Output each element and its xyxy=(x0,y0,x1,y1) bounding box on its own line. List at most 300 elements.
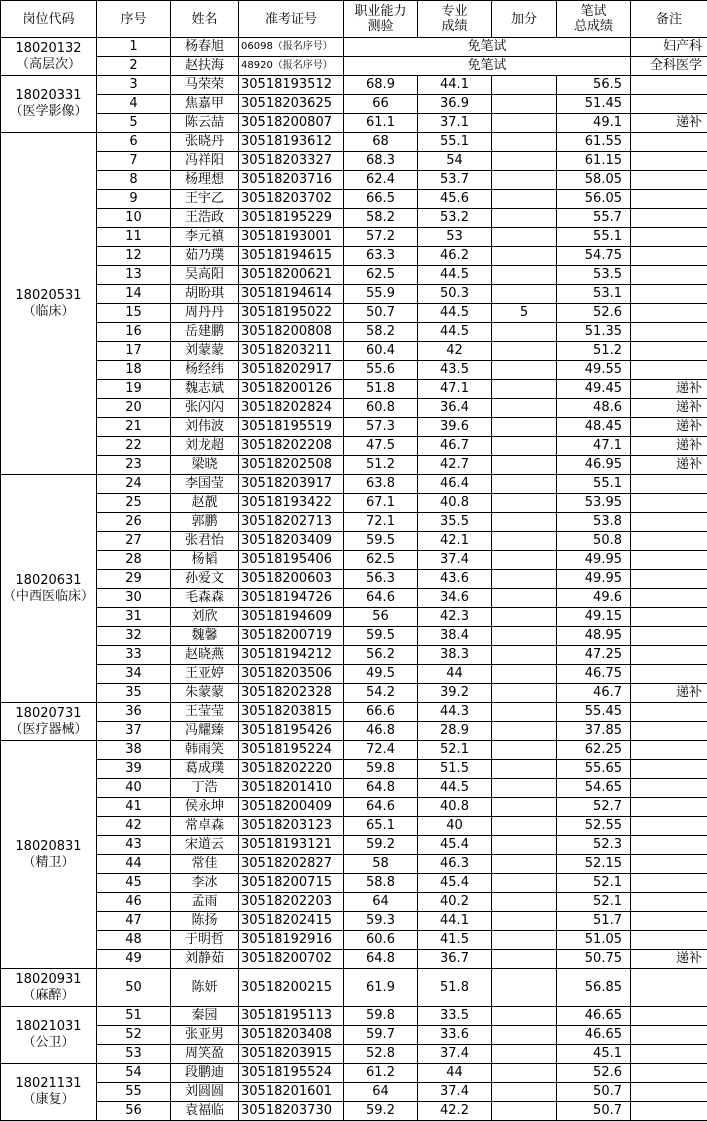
major-cell: 37.1 xyxy=(418,114,492,133)
ability-cell: 55.9 xyxy=(344,285,418,304)
exam-id-cell: 30518203716 xyxy=(239,171,344,190)
post-code: 18020931 xyxy=(15,972,81,987)
post-dept: （高层次） xyxy=(16,57,81,72)
table-row xyxy=(1,627,707,646)
ability-cell: 57.2 xyxy=(344,228,418,247)
exam-id-cell: 30518194212 xyxy=(239,646,344,665)
name-cell: 段鹏迪 xyxy=(171,1064,239,1083)
bonus-cell xyxy=(492,532,557,551)
bonus-cell xyxy=(492,133,557,152)
major-cell: 46.4 xyxy=(418,475,492,494)
written-total-cell: 61.55 xyxy=(557,133,631,152)
exempt-cell: 免笔试 xyxy=(344,38,631,57)
major-cell: 45.4 xyxy=(418,836,492,855)
bonus-cell xyxy=(492,722,557,741)
exam-id-cell: 30518202328 xyxy=(239,684,344,703)
written-total-cell: 51.7 xyxy=(557,912,631,931)
seq-cell: 42 xyxy=(97,817,171,836)
note-cell xyxy=(631,608,707,627)
note-cell xyxy=(631,95,707,114)
ability-cell: 64 xyxy=(344,1083,418,1102)
seq-cell: 28 xyxy=(97,551,171,570)
ability-cell: 54.2 xyxy=(344,684,418,703)
exam-id-cell: 30518200409 xyxy=(239,798,344,817)
table-row xyxy=(1,817,707,836)
name-cell: 马荣荣 xyxy=(171,76,239,95)
major-cell: 37.4 xyxy=(418,1045,492,1064)
post-code: 18020531 xyxy=(15,288,81,303)
name-cell: 魏志斌 xyxy=(171,380,239,399)
note-cell xyxy=(631,703,707,722)
major-cell: 38.4 xyxy=(418,627,492,646)
written-total-cell: 49.95 xyxy=(557,570,631,589)
written-total-cell: 52.7 xyxy=(557,798,631,817)
post-dept: （麻醉） xyxy=(22,988,74,1003)
name-cell: 郭鹏 xyxy=(171,513,239,532)
ability-cell: 51.8 xyxy=(344,380,418,399)
exam-id-cell: 30518203123 xyxy=(239,817,344,836)
major-cell: 42 xyxy=(418,342,492,361)
ability-cell: 49.5 xyxy=(344,665,418,684)
exam-id-cell: 30518200603 xyxy=(239,570,344,589)
bonus-cell xyxy=(492,475,557,494)
major-cell: 44.5 xyxy=(418,323,492,342)
seq-cell: 37 xyxy=(97,722,171,741)
note-cell xyxy=(631,1026,707,1045)
major-cell: 44.1 xyxy=(418,76,492,95)
note-cell: 递补 xyxy=(631,114,707,133)
exam-id-cell: 30518195519 xyxy=(239,418,344,437)
table-row xyxy=(1,247,707,266)
table-row xyxy=(1,950,707,969)
major-cell: 39.2 xyxy=(418,684,492,703)
table-row xyxy=(1,266,707,285)
note-cell xyxy=(631,1102,707,1121)
table-row xyxy=(1,722,707,741)
major-cell: 47.1 xyxy=(418,380,492,399)
post-code: 18020331 xyxy=(15,88,81,103)
ability-cell: 68 xyxy=(344,133,418,152)
bonus-cell xyxy=(492,551,557,570)
bonus-cell xyxy=(492,665,557,684)
note-cell xyxy=(631,228,707,247)
table-row xyxy=(1,1083,707,1102)
written-total-cell: 54.65 xyxy=(557,779,631,798)
note-cell xyxy=(631,1083,707,1102)
table-row xyxy=(1,456,707,475)
exam-id-cell: 30518203730 xyxy=(239,1102,344,1121)
major-cell: 42.7 xyxy=(418,456,492,475)
name-cell: 赵扶海 xyxy=(171,57,239,76)
ability-cell: 56.3 xyxy=(344,570,418,589)
note-cell xyxy=(631,171,707,190)
ability-cell: 60.6 xyxy=(344,931,418,950)
major-cell: 53.7 xyxy=(418,171,492,190)
note-cell xyxy=(631,760,707,779)
name-cell: 周笑盈 xyxy=(171,1045,239,1064)
ability-cell: 46.8 xyxy=(344,722,418,741)
note-cell: 妇产科 xyxy=(631,38,707,57)
exam-id-cell: 30518202203 xyxy=(239,893,344,912)
ability-cell: 59.5 xyxy=(344,532,418,551)
major-cell: 44.5 xyxy=(418,304,492,323)
written-total-cell: 56.85 xyxy=(557,969,631,1007)
name-cell: 杨经纬 xyxy=(171,361,239,380)
note-cell xyxy=(631,285,707,304)
ability-cell: 64 xyxy=(344,893,418,912)
major-cell: 44.5 xyxy=(418,779,492,798)
bonus-cell xyxy=(492,1007,557,1026)
name-cell: 王莹莹 xyxy=(171,703,239,722)
bonus-cell: 5 xyxy=(492,304,557,323)
ability-cell: 63.3 xyxy=(344,247,418,266)
exam-id-cell: 30518195022 xyxy=(239,304,344,323)
table-row xyxy=(1,494,707,513)
seq-cell: 35 xyxy=(97,684,171,703)
table-row xyxy=(1,646,707,665)
bonus-cell xyxy=(492,874,557,893)
exam-id-cell: 30518194609 xyxy=(239,608,344,627)
note-cell xyxy=(631,247,707,266)
exam-id-cell: 30518202713 xyxy=(239,513,344,532)
exam-id-cell: 30518202824 xyxy=(239,399,344,418)
seq-cell: 19 xyxy=(97,380,171,399)
table-row xyxy=(1,931,707,950)
header-total-score: 笔试 总成绩 xyxy=(557,1,631,38)
table-row xyxy=(1,1007,707,1026)
exam-id-cell: 30518200215 xyxy=(239,969,344,1007)
ability-cell: 66.6 xyxy=(344,703,418,722)
name-cell: 吴高阳 xyxy=(171,266,239,285)
major-cell: 40 xyxy=(418,817,492,836)
ability-cell: 63.8 xyxy=(344,475,418,494)
major-cell: 34.6 xyxy=(418,589,492,608)
written-total-cell: 47.25 xyxy=(557,646,631,665)
ability-cell: 64.6 xyxy=(344,798,418,817)
table-row xyxy=(1,171,707,190)
exam-id-cell: 30518200702 xyxy=(239,950,344,969)
seq-cell: 30 xyxy=(97,589,171,608)
name-cell: 杨韬 xyxy=(171,551,239,570)
bonus-cell xyxy=(492,228,557,247)
major-cell: 38.3 xyxy=(418,646,492,665)
ability-cell: 59.8 xyxy=(344,760,418,779)
post-code: 18021131 xyxy=(15,1076,81,1091)
major-cell: 52.1 xyxy=(418,741,492,760)
note-cell: 递补 xyxy=(631,456,707,475)
table-row xyxy=(1,228,707,247)
name-cell: 葛成璞 xyxy=(171,760,239,779)
seq-cell: 9 xyxy=(97,190,171,209)
name-cell: 刘伟波 xyxy=(171,418,239,437)
ability-cell: 61.2 xyxy=(344,1064,418,1083)
seq-cell: 36 xyxy=(97,703,171,722)
note-cell xyxy=(631,1007,707,1026)
seq-cell: 17 xyxy=(97,342,171,361)
table-row xyxy=(1,418,707,437)
note-cell: 递补 xyxy=(631,380,707,399)
exam-id-cell: 30518194726 xyxy=(239,589,344,608)
note-cell xyxy=(631,874,707,893)
seq-cell: 5 xyxy=(97,114,171,133)
major-cell: 37.4 xyxy=(418,551,492,570)
note-cell xyxy=(631,798,707,817)
note-cell xyxy=(631,551,707,570)
note-cell xyxy=(631,817,707,836)
bonus-cell xyxy=(492,494,557,513)
seq-cell: 51 xyxy=(97,1007,171,1026)
bonus-cell xyxy=(492,836,557,855)
name-cell: 张晓丹 xyxy=(171,133,239,152)
major-cell: 51.8 xyxy=(418,969,492,1007)
post-code-cell xyxy=(1,1007,97,1064)
table-row xyxy=(1,475,707,494)
written-total-cell: 47.1 xyxy=(557,437,631,456)
bonus-cell xyxy=(492,855,557,874)
table-row xyxy=(1,114,707,133)
ability-cell: 65.1 xyxy=(344,817,418,836)
written-total-cell: 53.95 xyxy=(557,494,631,513)
written-total-cell: 54.75 xyxy=(557,247,631,266)
header-exam-id: 准考证号 xyxy=(239,1,344,38)
name-cell: 袁福临 xyxy=(171,1102,239,1121)
major-cell: 53.2 xyxy=(418,209,492,228)
note-cell xyxy=(631,969,707,1007)
written-total-cell: 55.7 xyxy=(557,209,631,228)
bonus-cell xyxy=(492,931,557,950)
written-total-cell: 49.1 xyxy=(557,114,631,133)
major-cell: 44.5 xyxy=(418,266,492,285)
note-cell xyxy=(631,836,707,855)
exam-id-cell: 30518203409 xyxy=(239,532,344,551)
seq-cell: 40 xyxy=(97,779,171,798)
note-cell: 递补 xyxy=(631,684,707,703)
post-code: 18020831 xyxy=(15,839,81,854)
note-cell xyxy=(631,665,707,684)
name-cell: 侯永坤 xyxy=(171,798,239,817)
seq-cell: 21 xyxy=(97,418,171,437)
seq-cell: 50 xyxy=(97,969,171,1007)
exam-id-cell: 30518194615 xyxy=(239,247,344,266)
name-cell: 刘静茹 xyxy=(171,950,239,969)
header-post-code: 岗位代码 xyxy=(1,1,97,38)
name-cell: 岳建鹏 xyxy=(171,323,239,342)
name-cell: 茹乃璞 xyxy=(171,247,239,266)
ability-cell: 58 xyxy=(344,855,418,874)
written-total-cell: 56.05 xyxy=(557,190,631,209)
ability-cell: 68.9 xyxy=(344,76,418,95)
ability-cell: 55.6 xyxy=(344,361,418,380)
bonus-cell xyxy=(492,684,557,703)
written-total-cell: 46.65 xyxy=(557,1026,631,1045)
post-code-cell xyxy=(1,741,97,969)
written-total-cell: 52.1 xyxy=(557,893,631,912)
ability-cell: 59.8 xyxy=(344,1007,418,1026)
seq-cell: 56 xyxy=(97,1102,171,1121)
written-total-cell: 49.6 xyxy=(557,589,631,608)
note-cell xyxy=(631,589,707,608)
seq-cell: 38 xyxy=(97,741,171,760)
exam-id-cell: 30518200719 xyxy=(239,627,344,646)
table-row xyxy=(1,380,707,399)
written-total-cell: 49.15 xyxy=(557,608,631,627)
name-cell: 李冰 xyxy=(171,874,239,893)
exam-id-cell: 30518195524 xyxy=(239,1064,344,1083)
note-cell: 递补 xyxy=(631,437,707,456)
bonus-cell xyxy=(492,437,557,456)
written-total-cell: 56.5 xyxy=(557,76,631,95)
name-cell: 宋道云 xyxy=(171,836,239,855)
bonus-cell xyxy=(492,893,557,912)
table-row xyxy=(1,76,707,95)
table-row xyxy=(1,570,707,589)
seq-cell: 24 xyxy=(97,475,171,494)
bonus-cell xyxy=(492,95,557,114)
name-cell: 常卓森 xyxy=(171,817,239,836)
major-cell: 39.6 xyxy=(418,418,492,437)
written-total-cell: 52.6 xyxy=(557,304,631,323)
seq-cell: 7 xyxy=(97,152,171,171)
major-cell: 44 xyxy=(418,665,492,684)
bonus-cell xyxy=(492,570,557,589)
table-row xyxy=(1,190,707,209)
major-cell: 33.6 xyxy=(418,1026,492,1045)
written-total-cell: 52.3 xyxy=(557,836,631,855)
table-row xyxy=(1,741,707,760)
major-cell: 42.1 xyxy=(418,532,492,551)
table-row xyxy=(1,703,707,722)
seq-cell: 46 xyxy=(97,893,171,912)
bonus-cell xyxy=(492,380,557,399)
exam-id-cell: 30518200808 xyxy=(239,323,344,342)
written-total-cell: 46.65 xyxy=(557,1007,631,1026)
major-cell: 46.7 xyxy=(418,437,492,456)
exam-id-cell: 30518194614 xyxy=(239,285,344,304)
table-row xyxy=(1,798,707,817)
exam-id-cell: 06098（报名序号） xyxy=(239,38,344,57)
bonus-cell xyxy=(492,342,557,361)
ability-cell: 61.1 xyxy=(344,114,418,133)
exam-id-cell: 30518195224 xyxy=(239,741,344,760)
seq-cell: 27 xyxy=(97,532,171,551)
ability-cell: 64.8 xyxy=(344,950,418,969)
seq-cell: 25 xyxy=(97,494,171,513)
exam-id-cell: 30518193422 xyxy=(239,494,344,513)
ability-cell: 56.2 xyxy=(344,646,418,665)
name-cell: 李元禛 xyxy=(171,228,239,247)
exam-id-cell: 30518193001 xyxy=(239,228,344,247)
seq-cell: 22 xyxy=(97,437,171,456)
note-cell xyxy=(631,570,707,589)
note-cell xyxy=(631,855,707,874)
written-total-cell: 52.55 xyxy=(557,817,631,836)
ability-cell: 60.8 xyxy=(344,399,418,418)
note-cell xyxy=(631,152,707,171)
bonus-cell xyxy=(492,152,557,171)
seq-cell: 18 xyxy=(97,361,171,380)
table-row xyxy=(1,209,707,228)
note-cell xyxy=(631,722,707,741)
exam-id-cell: 30518203815 xyxy=(239,703,344,722)
exam-id-cell: 30518200715 xyxy=(239,874,344,893)
bonus-cell xyxy=(492,418,557,437)
name-cell: 陈妍 xyxy=(171,969,239,1007)
note-cell xyxy=(631,342,707,361)
post-code-cell xyxy=(1,703,97,741)
major-cell: 40.2 xyxy=(418,893,492,912)
exam-id-cell: 30518195406 xyxy=(239,551,344,570)
seq-cell: 54 xyxy=(97,1064,171,1083)
written-total-cell: 53.1 xyxy=(557,285,631,304)
table-row xyxy=(1,912,707,931)
major-cell: 33.5 xyxy=(418,1007,492,1026)
bonus-cell xyxy=(492,608,557,627)
exam-id-cell: 48920（报名序号） xyxy=(239,57,344,76)
bonus-cell xyxy=(492,399,557,418)
exam-id-cell: 30518201410 xyxy=(239,779,344,798)
table-row xyxy=(1,665,707,684)
table-row xyxy=(1,855,707,874)
name-cell: 陈扬 xyxy=(171,912,239,931)
major-cell: 42.3 xyxy=(418,608,492,627)
name-cell: 陈云喆 xyxy=(171,114,239,133)
name-cell: 韩雨笑 xyxy=(171,741,239,760)
note-cell xyxy=(631,513,707,532)
major-cell: 36.7 xyxy=(418,950,492,969)
table-row xyxy=(1,513,707,532)
name-cell: 杨理想 xyxy=(171,171,239,190)
note-cell xyxy=(631,266,707,285)
ability-cell: 58.8 xyxy=(344,874,418,893)
exam-id-cell: 30518202208 xyxy=(239,437,344,456)
name-cell: 冯耀臻 xyxy=(171,722,239,741)
bonus-cell xyxy=(492,760,557,779)
note-cell xyxy=(631,912,707,931)
ability-cell: 72.1 xyxy=(344,513,418,532)
bonus-cell xyxy=(492,969,557,1007)
major-cell: 44.3 xyxy=(418,703,492,722)
name-cell: 王宇乙 xyxy=(171,190,239,209)
table-row xyxy=(1,361,707,380)
exam-id-cell: 30518203917 xyxy=(239,475,344,494)
seq-cell: 1 xyxy=(97,38,171,57)
bonus-cell xyxy=(492,817,557,836)
ability-cell: 58.2 xyxy=(344,323,418,342)
post-code: 18020631 xyxy=(15,573,81,588)
bonus-cell xyxy=(492,456,557,475)
ability-cell: 64.8 xyxy=(344,779,418,798)
table-row xyxy=(1,152,707,171)
seq-cell: 14 xyxy=(97,285,171,304)
seq-cell: 48 xyxy=(97,931,171,950)
ability-cell: 66 xyxy=(344,95,418,114)
written-total-cell: 37.85 xyxy=(557,722,631,741)
ability-cell: 59.3 xyxy=(344,912,418,931)
ability-cell: 67.1 xyxy=(344,494,418,513)
written-total-cell: 62.25 xyxy=(557,741,631,760)
post-code-cell xyxy=(1,1064,97,1121)
seq-cell: 11 xyxy=(97,228,171,247)
table-row xyxy=(1,893,707,912)
seq-cell: 12 xyxy=(97,247,171,266)
table-row xyxy=(1,38,707,57)
seq-cell: 47 xyxy=(97,912,171,931)
major-cell: 43.5 xyxy=(418,361,492,380)
exam-id-cell: 30518202415 xyxy=(239,912,344,931)
note-cell xyxy=(631,532,707,551)
seq-cell: 34 xyxy=(97,665,171,684)
name-cell: 周丹丹 xyxy=(171,304,239,323)
